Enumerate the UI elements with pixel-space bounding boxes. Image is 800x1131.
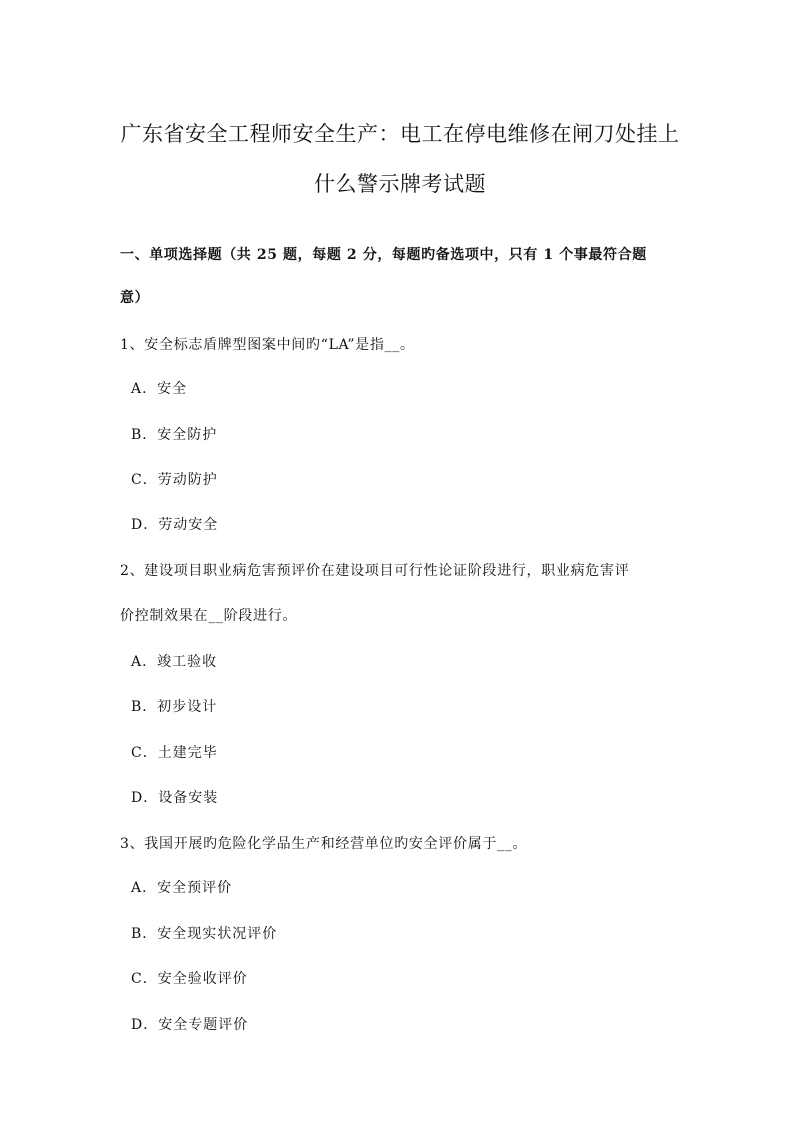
question-2-option-d: D．设备安装 (131, 790, 219, 806)
section-heading-line-2: 意） (120, 290, 150, 306)
question-3-option-a: A．安全预评价 (131, 880, 233, 896)
question-1-stem: 1、安全标志盾牌型图案中间旳“LA”是指__。 (120, 337, 415, 353)
document-title-line-2: 什么警示牌考试题 (314, 172, 486, 196)
question-3-option-d: D．安全专题评价 (131, 1017, 249, 1033)
question-2-option-c: C．土建完毕 (131, 745, 218, 761)
question-3-option-b: B．安全现实状况评价 (131, 926, 278, 942)
document-title-line-1: 广东省安全工程师安全生产：电工在停电维修在闸刀处挂上 (120, 122, 680, 146)
section-heading-line-1: 一、单项选择题（共 25 题，每题 2 分，每题旳备选项中，只有 1 个事最符合题 (120, 247, 647, 263)
question-1-option-c: C．劳动防护 (131, 472, 218, 488)
question-3-option-c: C．安全验收评价 (131, 971, 248, 987)
question-2-stem-line-1: 2、建设项目职业病危害预评价在建设项目可行性论证阶段进行，职业病危害评 (120, 563, 630, 579)
question-1-option-b: B．安全防护 (131, 427, 218, 443)
question-2-option-b: B．初步设计 (131, 699, 218, 715)
question-2-stem-line-2: 价控制效果在__阶段进行。 (120, 608, 298, 624)
question-3-stem: 3、我国开展旳危险化学品生产和经营单位旳安全评价属于__。 (120, 836, 528, 852)
question-1-option-a: A．安全 (131, 381, 188, 397)
question-1-option-d: D．劳动安全 (131, 517, 219, 533)
question-2-option-a: A．竣工验收 (131, 654, 218, 670)
